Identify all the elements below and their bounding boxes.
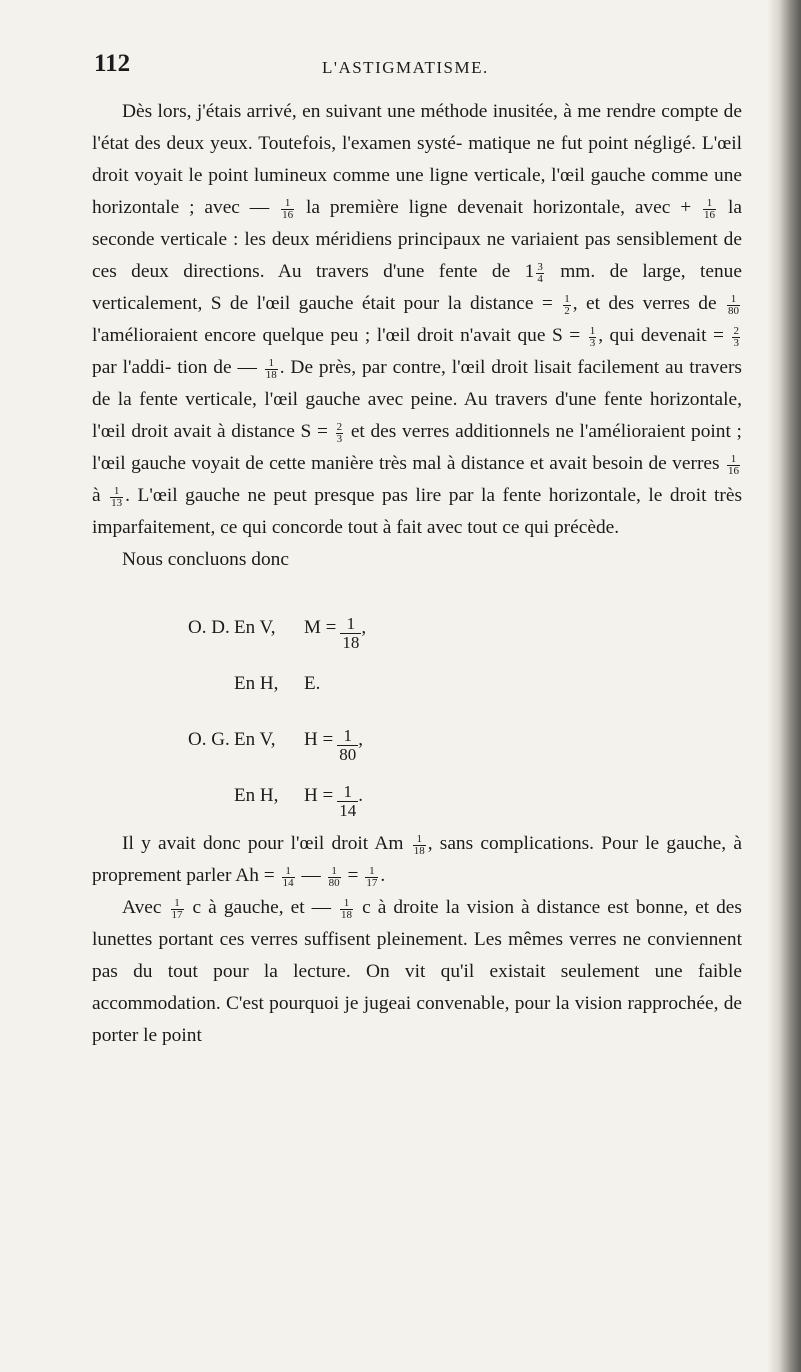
book-page bbox=[92, 36, 742, 1052]
paragraph: Nous concluons donc bbox=[122, 549, 289, 570]
paragraph: Dès lors, j'étais arrivé, en suivant une méthode inusitée, à me rendre compte de l'état des deux yeux. Toutefois, l'examen systé- matique ne fut point négligé. L'œil droit voyait le point lumineux comme une ligne verticale, l'œil gauche comme une horizontale ; avec — $\frac{1}{16}$ la première ligne devenait horizontale, avec + $\frac{1}{16}$ la seconde verticale : les deux méridiens principaux ne variaient pas sensiblement de ces deux directions. Au travers d'une fente de 1 $\frac{3}{4}$ mm. de large, tenue verticalement, S de l'œil gauche était pour la distance = $\frac{1}{2}$ , et des verres de $\frac{1}{80}$ l'amélioraient encore quelque peu ; l'œil droit n'avait que S = $\frac{1}{3}$ , qui devenait = $\frac{2}{3}$ par l'addi- tion de — $\frac{1}{18}$ . De près, par contre, l'œil droit lisait facilement au travers de la fente verticale, l'œil gauche avec peine. Au travers d'une fente horizontale, l'œil droit avait à distance S = $\frac{2}{3}$ et des verres additionnels ne l'amélioraient point ; l'œil gauche voyait de cette manière très mal à distance et avait besoin de verres $\frac{1}{16}$ à $\frac{1}{13}$ . L'œil gauche ne peut presque pas lire par la fente horizontale, le droit très imparfaitement, ce qui concorde tout à fait avec tout ce qui précède. bbox=[92, 101, 742, 538]
fraction: $\frac{1}{18}$ bbox=[341, 896, 353, 921]
paragraph: Avec $\frac{1}{17}$ c à gauche, et — $\frac{1}{18}$ c à droite la vision à distance est bonne, et des lunettes portant ces verres suffisent pleinement. Les mêmes verres ne conviennent pas du tout pour la lecture. On vit qu'il existait seulement une faible accommodation. C'est pourquoi je jugeai convenable, pour la vision rapprochée, de porter le point bbox=[92, 896, 742, 1046]
body-text bbox=[92, 96, 742, 1052]
fraction: $\frac{1}{3}$ bbox=[589, 324, 596, 349]
fraction: $\frac{2}{3}$ bbox=[733, 324, 739, 349]
fraction: $\frac{3}{4}$ bbox=[537, 260, 543, 285]
fraction: $\frac{1}{16}$ bbox=[282, 196, 294, 221]
paragraph: Il y avait donc pour l'œil droit Am $\frac{1}{18}$ , sans complications. Pour le gauche, à proprement parler Ah = $\frac{1}{14}$ — $\frac{1}{80}$ = $\frac{1}{17}$ . bbox=[92, 832, 742, 889]
fraction: $\frac{1}{16}$ bbox=[728, 452, 739, 477]
fraction: $\frac{1}{14}$ bbox=[282, 864, 294, 889]
equation-block bbox=[92, 594, 742, 821]
equation-row: O. G. En V, H = $\frac{1}{80}$ , bbox=[188, 726, 363, 765]
page-number: 112 bbox=[94, 50, 131, 77]
fraction: $\frac{2}{3}$ bbox=[336, 420, 343, 445]
fraction: $\frac{1}{80}$ bbox=[328, 864, 340, 889]
fraction: $\frac{1}{16}$ bbox=[704, 196, 716, 221]
equation-row: O. D. En V, M = $\frac{1}{18}$ , bbox=[188, 614, 367, 653]
running-title: L'ASTIGMATISME. bbox=[322, 58, 489, 77]
fraction: $\frac{1}{2}$ bbox=[564, 292, 570, 317]
running-header bbox=[92, 36, 742, 76]
fraction: $\frac{1}{18}$ bbox=[265, 356, 277, 381]
fraction: $\frac{1}{13}$ bbox=[111, 484, 123, 509]
fraction: $\frac{1}{80}$ bbox=[728, 292, 740, 317]
equation-row: En H, E. bbox=[234, 673, 321, 694]
fraction: $\frac{1}{17}$ bbox=[366, 864, 378, 889]
fraction: $\frac{1}{18}$ bbox=[413, 832, 425, 857]
equation-row: En H, H = $\frac{1}{14}$ . bbox=[234, 782, 363, 821]
scanned-page-edge bbox=[767, 0, 801, 1372]
fraction: $\frac{1}{17}$ bbox=[171, 896, 183, 921]
